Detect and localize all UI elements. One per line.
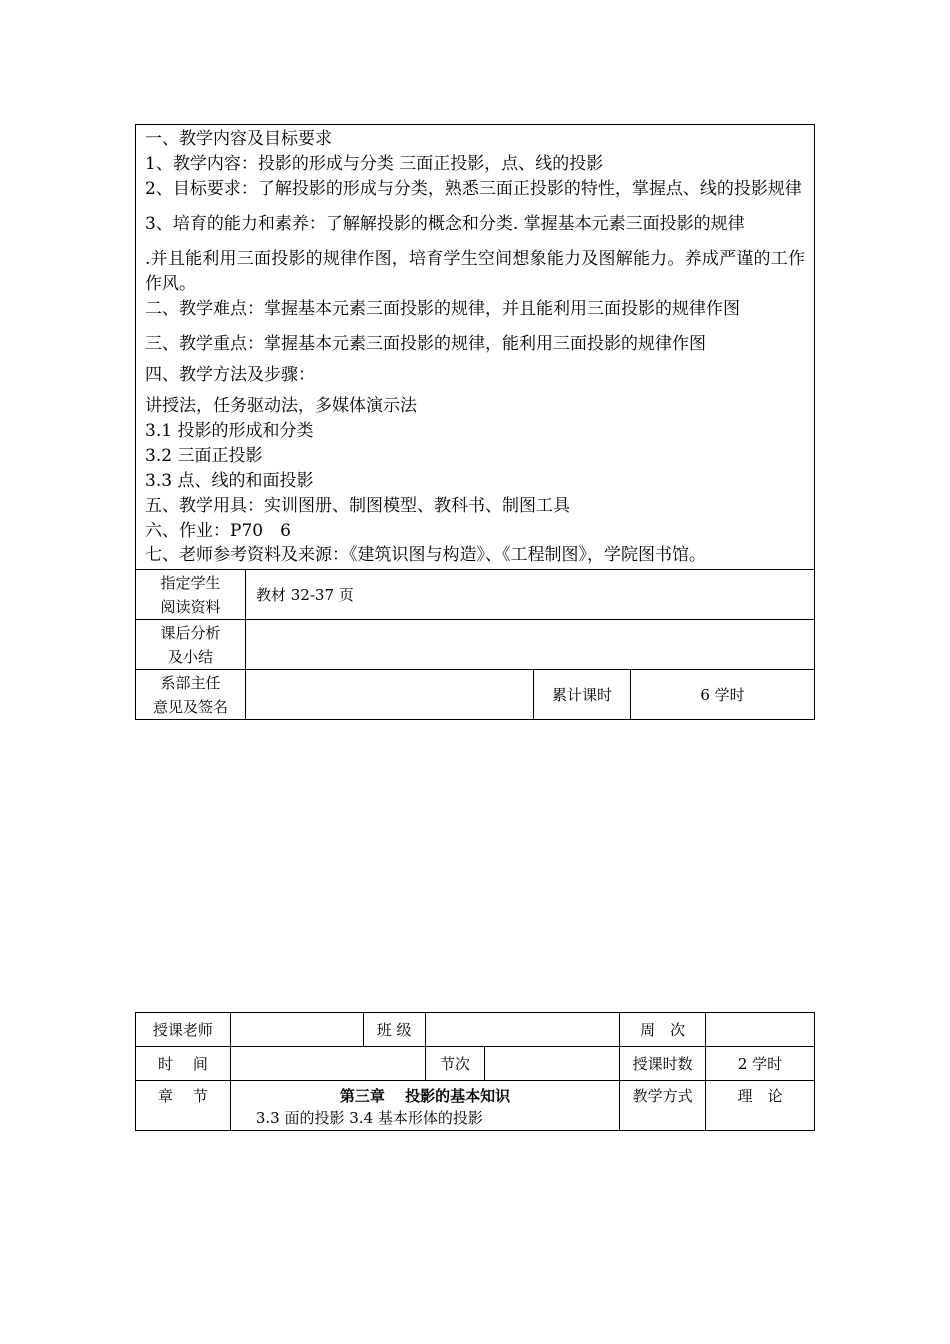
chapter-cell xyxy=(230,1081,619,1131)
header-table xyxy=(135,1012,815,1131)
references: 七、老师参考资料及来源：《建筑识图与构造》、《工程制图》，学院图书馆。 xyxy=(145,545,706,565)
class-value xyxy=(425,1013,620,1047)
dept-label: 系部主任 意见及签名 xyxy=(136,670,246,720)
header-row-2 xyxy=(136,1047,815,1081)
step-3-3: 3.3 点、线的和面投影 xyxy=(145,471,314,491)
lesson-plan-table xyxy=(135,124,815,720)
dept-value xyxy=(246,670,534,720)
reading-row xyxy=(136,570,815,620)
summary-row xyxy=(136,620,815,670)
session-value xyxy=(485,1047,620,1081)
target-requirements: 2、目标要求：了解投影的形成与分类，熟悉三面正投影的特性，掌握点、线的投影规律 xyxy=(145,179,802,199)
teacher-label: 授课老师 xyxy=(136,1013,231,1047)
time-label: 时 间 xyxy=(136,1047,231,1081)
chapter-title: 第三章 投影的基本知识 xyxy=(339,1087,511,1105)
hours-value: 2 学时 xyxy=(706,1047,815,1081)
method-label: 教学方式 xyxy=(620,1081,706,1131)
header-row-1 xyxy=(136,1013,815,1047)
teaching-difficulty: 二、教学难点：掌握基本元素三面投影的规律，并且能利用三面投影的规律作图 xyxy=(145,299,740,319)
section-1-heading: 一、教学内容及目标要求 xyxy=(145,129,332,149)
teaching-content: 1、教学内容：投影的形成与分类 三面正投影，点、线的投影 xyxy=(145,154,604,174)
step-3-1: 3.1 投影的形成和分类 xyxy=(145,421,314,441)
summary-label: 课后分析 及小结 xyxy=(136,620,246,670)
summary-value xyxy=(246,620,815,670)
week-value xyxy=(706,1013,815,1047)
teaching-methods: 讲授法，任务驱动法，多媒体演示法 xyxy=(145,396,417,416)
ability-continued: .并且能利用三面投影的规律作图，培育学生空间想象能力及图解能力。养成严谨的工作作风。 xyxy=(145,249,805,294)
chapter-label: 章 节 xyxy=(136,1081,231,1131)
ability-cultivation: 3、培育的能力和素养：了解解投影的概念和分类. 掌握基本元素三面投影的规律 xyxy=(145,214,745,234)
dept-row xyxy=(136,670,815,720)
hours-label: 授课时数 xyxy=(620,1047,706,1081)
content-row xyxy=(136,125,815,570)
step-3-2: 3.2 三面正投影 xyxy=(145,446,263,466)
reading-label: 指定学生 阅读资料 xyxy=(136,570,246,620)
class-label: 班 级 xyxy=(363,1013,425,1047)
teaching-tools: 五、教学用具：实训图册、制图模型、教科书、制图工具 xyxy=(145,496,570,516)
session-label: 节次 xyxy=(425,1047,485,1081)
time-value xyxy=(230,1047,425,1081)
total-hours-value: 6 学时 xyxy=(631,670,815,720)
header-row-3 xyxy=(136,1081,815,1131)
content-cell xyxy=(136,125,815,570)
total-hours-label: 累计课时 xyxy=(534,670,631,720)
teacher-value xyxy=(230,1013,363,1047)
method-value: 理 论 xyxy=(706,1081,815,1131)
chapter-subtitle: 3.3 面的投影 3.4 基本形体的投影 xyxy=(255,1109,483,1127)
reading-value: 教材 32-37 页 xyxy=(246,570,815,620)
section-4-heading: 四、教学方法及步骤： xyxy=(145,365,315,385)
homework: 六、作业：P70 6 xyxy=(145,521,291,541)
teaching-focus: 三、教学重点：掌握基本元素三面投影的规律，能利用三面投影的规律作图 xyxy=(145,334,706,354)
week-label: 周 次 xyxy=(620,1013,706,1047)
